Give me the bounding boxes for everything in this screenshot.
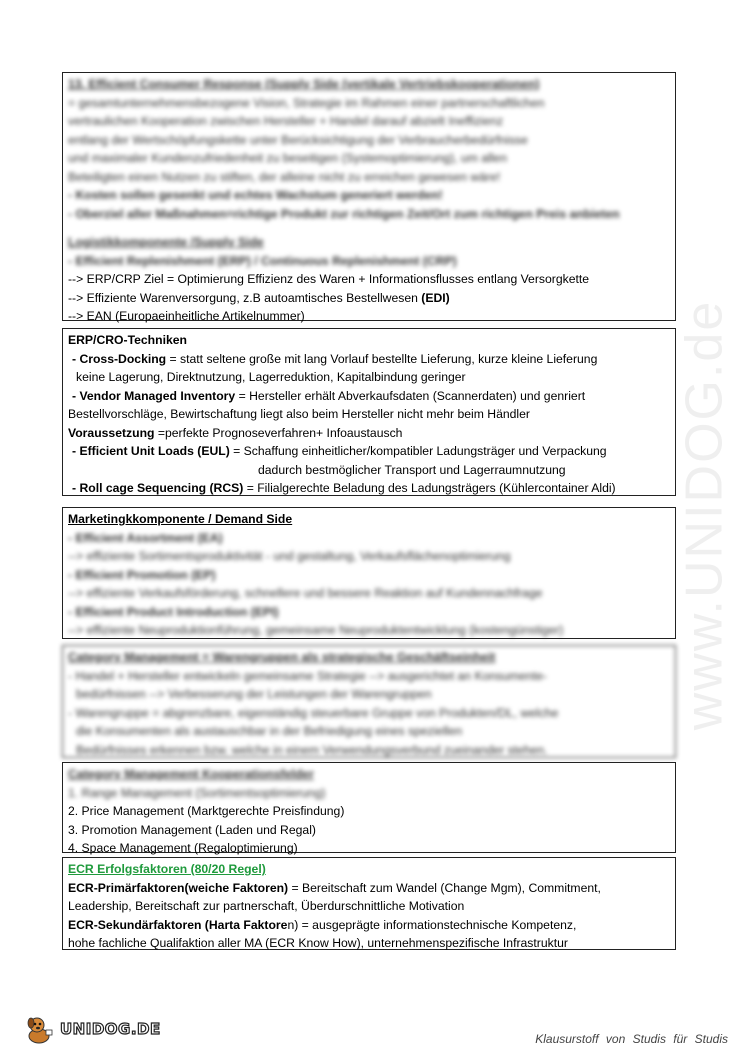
section-heading: 13. Efficient Consumer Response (Supply Side (vertikale Vertriebskooperationen): [68, 77, 540, 91]
text-line: - Oberziel aller Maßnahmen=richtige Produkt zur richtigen Zeit/Ort zum richtigen Preis anbieten: [68, 206, 620, 221]
warenversorgung-line: [68, 289, 670, 308]
sekundaerfaktoren-line: [68, 916, 670, 935]
dog-mascot-icon: [22, 1012, 56, 1046]
watermark-text: www.UNIDOG.de: [675, 299, 733, 731]
term-label: - Roll cage Sequencing (RCS): [72, 481, 244, 495]
vmi-line-2: Bestellvorschläge, Bewirtschaftung liegt also beim Hersteller nicht mehr beim Händler: [68, 407, 530, 421]
rcs-line: [68, 479, 670, 498]
cross-docking-line-2: keine Lagerung, Direktnutzung, Lagerreduktion, Kapitalbindung geringer: [76, 370, 466, 384]
text-segment: --> Effiziente Warenversorgung, z.B autoamtisches Bestellwesen: [68, 290, 422, 305]
text-line: vertraulichen Kooperation zwischen Hersteller + Handel darauf abzielt Ineffizienz: [68, 114, 504, 128]
text-line: - Kosten sollen gesenkt und echtes Wachstum generiert werden!: [68, 188, 443, 202]
text-line: - Efficient Assortment (EA): [68, 530, 223, 545]
section-erp-cro-techniken: [62, 328, 676, 496]
text-line: --> effiziente Verkaufsförderung, schnellere und bessere Reaktion auf Kundennachfrage: [68, 586, 543, 600]
eul-line: [68, 442, 670, 461]
text-line: - Handel + Hersteller entwickeln gemeinsame Strategie --> ausgerichtet an Konsumente-: [68, 668, 547, 683]
eul-line-2: dadurch bestmöglicher Transport und Lagerraumnutzung: [258, 462, 566, 477]
primaerfaktoren-line-2: Leadership, Bereitschaft zur partnerschaft, Überdurschnittliche Motivation: [68, 899, 465, 913]
text-line: --> effiziente Sortimentsproduktivität - und gestaltung, Verkaufsflächenoptimierung: [68, 549, 511, 563]
term-text: = Filialgerechte Beladung des Ladungsträgers (Kühlercontainer Aldi): [243, 481, 616, 495]
section-heading: Category Management = Warengruppen als strategische Geschäftseinheit: [68, 650, 496, 664]
spacer: [68, 223, 670, 233]
term-label: - Cross-Docking: [72, 351, 167, 366]
primaerfaktoren-line: [68, 879, 670, 898]
erp-crp-goal: --> ERP/CRP Ziel = Optimierung Effizienz des Waren + Informationsflusses entlang Versorgkette: [68, 272, 590, 286]
subsection-heading: Logistikkomponente /Supply Side: [68, 235, 264, 249]
text-line: entlang der Wertschöpfungskette unter Berücksichtigung der Verbraucherbedürfnisse: [68, 132, 528, 147]
term-label: - Vendor Managed Inventory: [72, 388, 236, 403]
text-line: --> effiziente Neuproduktionführung, gemeinsame Neuproduktentwicklung (kostengünstiger): [68, 623, 564, 637]
edi-label: (EDI): [421, 290, 450, 305]
term-label: ECR-Primärfaktoren(weiche Faktoren): [68, 880, 289, 895]
space-management-line: 4. Space Management (Regaloptimierung): [68, 841, 298, 855]
term-label: Voraussetzung: [68, 425, 155, 440]
sekundaerfaktoren-line-2: hohe fachliche Qualifaktion aller MA (ECR Know How), unternehmenspezifische Infrastruktur: [68, 936, 568, 950]
term-text: = Hersteller erhält Abverkaufsdaten (Scannerdaten) und genriert: [235, 388, 586, 403]
text-line: Beteiligten einen Nutzen zu stiften, der alleine nicht zu erreichen gewesen wäre!: [68, 169, 501, 184]
text-line: - Efficient Promotion (EP): [68, 567, 216, 582]
section-ecr-erfolgsfaktoren: [62, 857, 676, 950]
section-heading: Category Management Kooperationsfelder: [68, 767, 314, 781]
text-line: und maximaler Kundenzufriedenheit zu beseitigen (Systemoptimierung), um allen: [68, 151, 507, 165]
text-line: - Efficient Replenishment (ERP) / Continuous Replenishment (CRP): [68, 253, 457, 268]
text-line: = gesamtunternehmensbezogene Vision, Strategie im Rahmen einer partnerschaftlichen: [68, 95, 545, 110]
text-line: die Konsumenten als austauschbar in der Befriedigung eines speziellen: [76, 724, 463, 738]
text-line: - Warengruppe = abgrenzbare, eigenständig steuerbare Gruppe von Produkten/DL, welche: [68, 705, 559, 720]
section-title: ERP/CRO-Techniken: [68, 333, 187, 347]
section-kooperationsfelder: [62, 762, 676, 853]
promotion-management-line: 3. Promotion Management (Laden und Regal): [68, 822, 316, 837]
price-management-line: 2. Price Management (Marktgerechte Preisfindung): [68, 804, 345, 818]
blurred-content: [68, 529, 670, 640]
vmi-line: [68, 387, 670, 406]
watermark: [664, 280, 744, 750]
voraussetzung-line: [68, 424, 670, 443]
text-line: 1. Range Management (Sortimentsoptimierung): [68, 785, 326, 800]
section-category-management: [62, 645, 676, 758]
unidog-logo: [22, 1012, 161, 1046]
section-ecr-supply-side: [62, 72, 676, 321]
footer-tagline: Klausurstoff von Studis für Studis: [535, 1032, 728, 1046]
section-title: Marketingkkomponente / Demand Side: [68, 512, 293, 526]
text-line: bedürfnissen --> Verbesserung der Leistungen der Warengruppen: [76, 687, 432, 701]
section-marketing-demand-side: [62, 507, 676, 639]
term-text: =perfekte Prognoseverfahren+ Infoaustausch: [154, 425, 403, 440]
blurred-content: [68, 75, 670, 270]
cross-docking-line: [68, 350, 670, 369]
term-text: = Bereitschaft zum Wandel (Change Mgm), Commitment,: [288, 880, 601, 895]
logo-text: UNIDOG.DE: [60, 1020, 161, 1038]
text-line: - Efficient Product Introduction (EPI): [68, 604, 279, 619]
text-line: Bedürfnisses erkennen bzw. welche in einem Verwendungsverbund zueinander stehen.: [76, 742, 548, 757]
section-title: ECR Erfolgsfaktoren (80/20 Regel): [68, 862, 266, 876]
ean-line: --> EAN (Europaeinheitliche Artikelnummer): [68, 309, 305, 323]
blurred-content: [68, 765, 670, 802]
term-text: = statt seltene große mit lang Vorlauf bestellte Lieferung, kurze kleine Lieferung: [166, 351, 598, 366]
term-text: = Schaffung einheitlicher/kompatibler Ladungsträger und Verpackung: [229, 444, 607, 458]
term-label: ECR-Sekundärfaktoren (Harta Faktore: [68, 917, 288, 932]
term-text: n) = ausgeprägte informationstechnische Kompetenz,: [287, 917, 577, 932]
term-label: - Efficient Unit Loads (EUL): [72, 444, 230, 458]
